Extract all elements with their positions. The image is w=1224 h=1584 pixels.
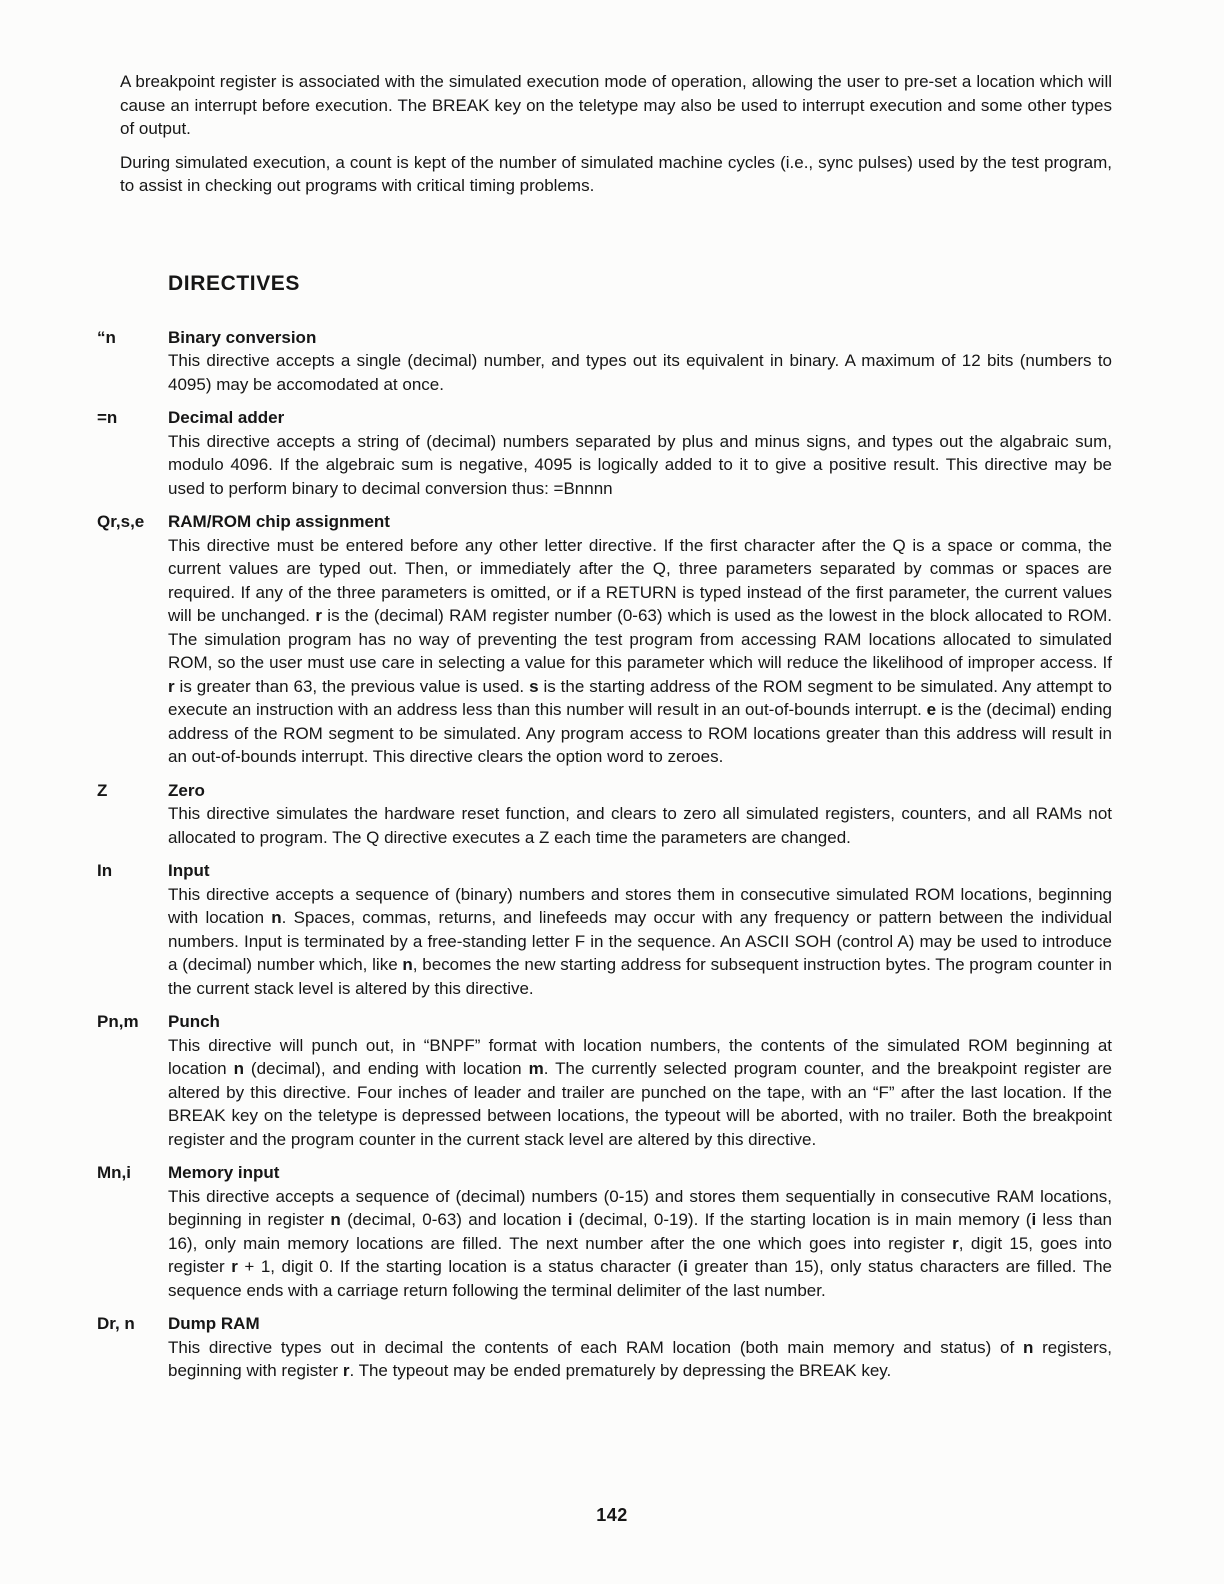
directive-content [168, 326, 1112, 397]
directive-title: Binary conversion [168, 327, 317, 347]
directive-content [168, 1312, 1112, 1383]
directive-content [168, 779, 1112, 850]
directive-body: This directive accepts a string of (decimal) numbers separated by plus and minus signs, and types out the algabraic sum, modulo 4096. If the algebraic sum is negative, 4095 is logically added to it to give a positive result. This directive may be used to perform binary to decimal conversion thus: =Bnnnn [168, 431, 1112, 498]
directive-body: This directive accepts a single (decimal) number, and types out its equivalent in binary. A maximum of 12 bits (numbers to 4095) may be accomodated at once. [168, 351, 1112, 394]
directive-row [97, 1312, 1112, 1383]
intro-paragraph-2: During simulated execution, a count is kept of the number of simulated machine cycles (i.e., sync pulses) used by the test program, to assist in checking out programs with critical timing problems. [120, 152, 1112, 195]
directive-label: In [97, 861, 113, 880]
directive-title: Input [168, 861, 210, 880]
directive-label: Dr, n [97, 1314, 135, 1333]
directive-title: Memory input [168, 1163, 280, 1182]
directive-label: =n [97, 408, 118, 427]
directive-row [97, 326, 1112, 397]
directive-row [97, 1161, 1112, 1302]
directive-row [97, 1010, 1112, 1151]
intro-paragraph-1: A breakpoint register is associated with the simulated execution mode of operation, allowing the user to pre-set a location which will cause an interrupt before execution. The BREAK key on the teletype may also be used to interrupt execution and some other types of output. [120, 72, 1112, 138]
directive-body: This directive simulates the hardware reset function, and clears to zero all simulated registers, counters, and all RAMs not allocated to program. The Q directive executes a Z each time the parameters are changed. [168, 804, 1112, 847]
directive-body: This directive will punch out, in “BNPF” format with location numbers, the contents of the simulated ROM beginning at location n (decimal), and ending with location m. The currently selected program counter, and the breakpoint register are altered by this directive. Four inches of leader and trailer are punched on the tape, with an “F” after the last location. If the BREAK key on the teletype is depressed between locations, the typeout will be aborted, with no trailer. Both the breakpoint register and the program counter in the current stack level are altered by this directive. [168, 1035, 1112, 1149]
directives-list [97, 326, 1112, 1383]
page-number: 142 [596, 1505, 628, 1525]
directive-body: This directive must be entered before any other letter directive. If the first character after the Q is a space or comma, the current values are typed out. Then, or immediately after the Q, three parameters separated by commas or spaces are required. If any of the three parameters is omitted, or if a RETURN is typed instead of the first parameter, the current values will be unchanged. r is the (decimal) RAM register number (0-63) which is used as the lowest in the block allocated to ROM. The simulation program has no way of preventing the test program from accessing RAM locations allocated to simulated ROM, so the user must use care in selecting a value for this parameter which will reduce the likelihood of improper access. If r is greater than 63, the previous value is used. s is the starting address of the ROM segment to be simulated. Any attempt to execute an instruction with an address less than this number will result in an out-of-bounds interrupt. e is the (decimal) ending address of the ROM segment to be simulated. Any program access to ROM locations greater than this address will result in an out-of-bounds interrupt. This directive clears the option word to zeroes. [168, 535, 1112, 766]
section-heading: DIRECTIVES [168, 271, 301, 295]
intro-section [120, 0, 1112, 198]
directive-row [97, 510, 1112, 769]
directive-content [168, 1161, 1112, 1302]
directive-label: Z [97, 780, 108, 800]
directive-body: This directive accepts a sequence of (decimal) numbers (0-15) and stores them sequentially in consecutive RAM locations, beginning in register n (decimal, 0-63) and location i (decimal, 0-19). If the starting location is in main memory (i less than 16), only main memory locations are filled. The next number after the one which goes into register r, digit 15, goes into register r + 1, digit 0. If the starting location is a status character (i greater than 15), only status characters are filled. The sequence ends with a carriage return following the terminal delimiter of the last number. [168, 1186, 1112, 1300]
directive-body: This directive types out in decimal the contents of each RAM location (both main memory and status) of n registers, beginning with register r. The typeout may be ended prematurely by depressing the BREAK key. [168, 1337, 1112, 1380]
directive-content [168, 510, 1112, 769]
directive-title: Punch [168, 1012, 220, 1031]
directive-body: This directive accepts a sequence of (binary) numbers and stores them in consecutive simulated ROM locations, beginning with location n. Spaces, commas, returns, and linefeeds may occur with any frequency or pattern between the individual numbers. Input is terminated by a free-standing letter F in the sequence. An ASCII SOH (control A) may be used to introduce a (decimal) number which, like n, becomes the new starting address for subsequent instruction bytes. The program counter in the current stack level is altered by this directive. [168, 884, 1112, 998]
directive-title: Zero [168, 780, 205, 800]
directive-label: “n [97, 327, 116, 347]
directive-label: Mn,i [97, 1163, 131, 1182]
directive-content [168, 406, 1112, 500]
directive-row [97, 406, 1112, 500]
directive-label: Pn,m [97, 1012, 139, 1031]
directive-content [168, 859, 1112, 1000]
directive-title: RAM/ROM chip assignment [168, 512, 390, 531]
directive-row [97, 779, 1112, 850]
directive-row [97, 859, 1112, 1000]
directive-title: Decimal adder [168, 408, 285, 427]
directive-label: Qr,s,e [97, 512, 145, 531]
directive-content [168, 1010, 1112, 1151]
directive-title: Dump RAM [168, 1314, 260, 1333]
